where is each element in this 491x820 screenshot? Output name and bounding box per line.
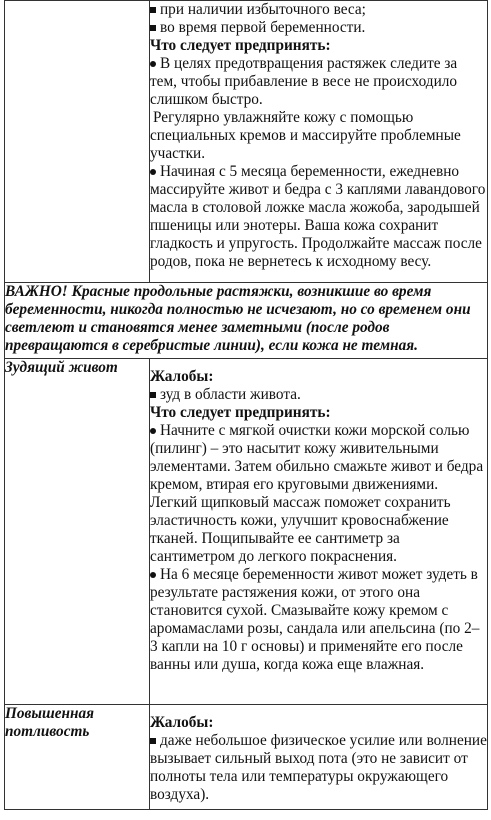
symptoms-table: [4, 0, 488, 810]
tip: На 6 месяце беременности живот может зудеть в результате растяжения кожи, от этого она становится сухой. Смазывайте кожу кремом с аромамаслами розы, сандала или апельсина (по 2–3 капли на 10 г основы) и применяйте его после ванны или душа, когда кожа еще влажная.: [150, 566, 480, 673]
round-bullet-icon: [150, 169, 156, 175]
list-item: во время первой беременности.: [150, 19, 487, 37]
square-bullet-icon: [150, 7, 156, 13]
list-item: зуд в области живота.: [150, 386, 487, 404]
tip-continuation: Регулярно увлажняйте кожу с помощью специальных кремов и массируйте проблемные участки.: [150, 109, 461, 162]
list-item: при наличии избыточного веса;: [150, 1, 487, 19]
condition-cell-empty: [5, 1, 150, 283]
important-note: ВАЖНО! Красные продольные растяжки, возникшие во время беременности, никогда полностью не исчезают, но со временем они светлеют и становятся менее заметными (после родов превращаются в серебристые линии), если кожа не темная.: [5, 283, 488, 359]
complaints-heading: Жалобы:: [150, 714, 214, 731]
advice-cell: [150, 359, 488, 705]
square-bullet-icon: [150, 392, 156, 398]
table-row: [5, 1, 488, 283]
advice-cell: [150, 1, 488, 283]
tip: В целях предотвращения растяжек следите за тем, чтобы прибавление в весе не происходило слишком быстро.: [150, 55, 458, 108]
list-item: даже небольшое физическое усилие или волнение вызывает сильный выход пота (это не зависит от полноты тела или температуры окружающего воздуха).: [150, 732, 487, 803]
table-row: [5, 283, 488, 359]
table-row: [5, 359, 488, 705]
condition-name: Повышенная потливость: [5, 705, 150, 810]
table-row: [5, 705, 488, 810]
action-heading: Что следует предпринять:: [150, 37, 331, 54]
advice-cell: [150, 705, 488, 810]
condition-name: Зудящий живот: [5, 359, 150, 705]
round-bullet-icon: [150, 61, 156, 67]
round-bullet-icon: [150, 572, 156, 578]
tip: Начиная с 5 месяца беременности, ежедневно массируйте живот и бедра с 3 каплями лавандового масла в столовой ложке масла жожоба, зародышей пшеницы или энотеры. Ваша кожа сохранит гладкость и упругость. Продолжайте массаж после родов, пока не вернетесь к исходному весу.: [150, 163, 486, 270]
square-bullet-icon: [150, 738, 156, 744]
tip: Начните с мягкой очистки кожи морской солью (пилинг) – это насытит кожу живительными элементами. Затем обильно смажьте живот и бедра кремом, втирая его круговыми движениями. Легкий щипковый массаж поможет сохранить эластичность кожи, улучшит кровоснабжение тканей. Пощипывайте ее сантиметр за сантиметром до легкого покраснения.: [150, 422, 484, 565]
complaints-heading: Жалобы:: [150, 368, 214, 385]
action-heading: Что следует предпринять:: [150, 404, 331, 421]
round-bullet-icon: [150, 428, 156, 434]
square-bullet-icon: [150, 25, 156, 31]
